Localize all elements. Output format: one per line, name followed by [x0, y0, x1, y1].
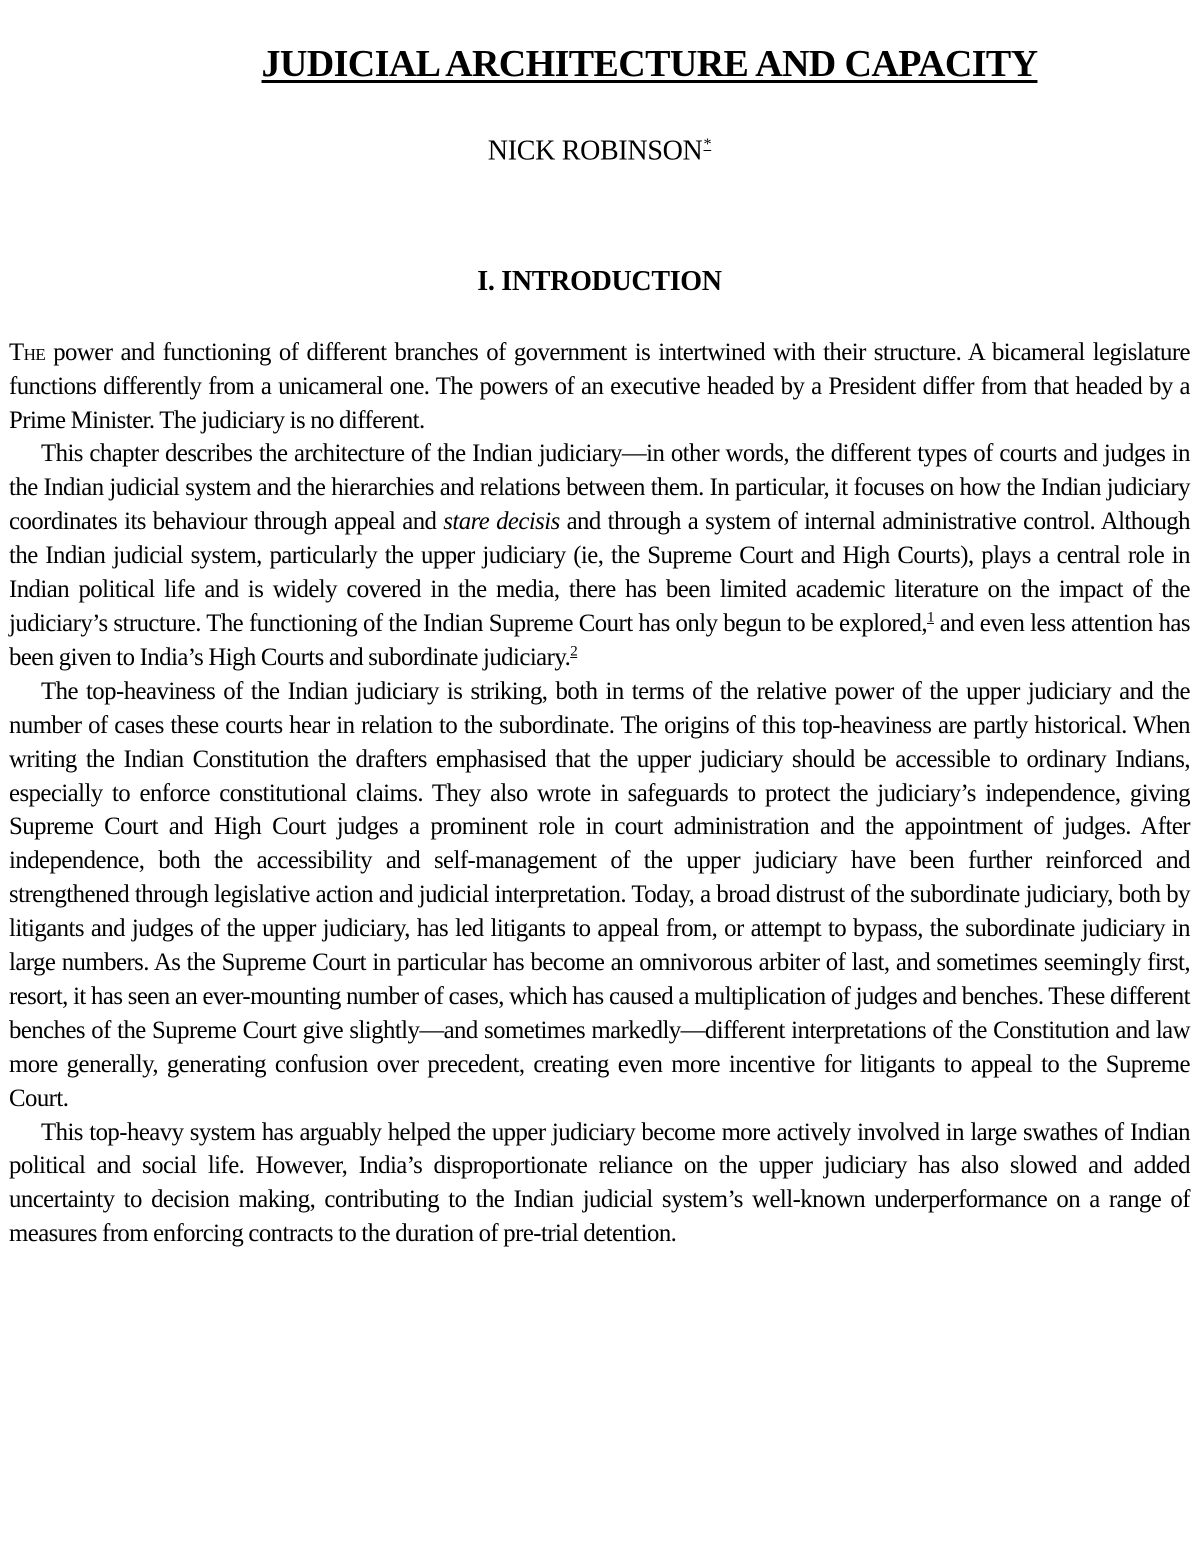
- section-title-rest: NTRODUCTION: [511, 265, 722, 297]
- footnote-ref-2[interactable]: 2: [570, 643, 578, 660]
- author-footnote-mark[interactable]: *: [703, 135, 712, 153]
- paragraph-2-text-a: This chapter describes the architecture of the Indian judiciary—in other words, the different types of courts and judges in the Indian judicial system and the hierarchies and relations between them. In particular, it focuses on how the Indian judiciary coordinates its behaviour through appeal and: [9, 440, 1190, 536]
- section-number: I.: [477, 265, 495, 297]
- paragraph-2-text-b: and through a system of internal administrative control. Although the Indian judicial system, particularly the upper judiciary (ie, the Supreme Court and High Courts), plays a central role in Indian political life and is widely covered in the media, there has been limited academic literature on the impact of the judiciary’s structure. The functioning of the Indian Supreme Court has only begun to be explored,: [9, 508, 1190, 637]
- section-title-first-letter: I: [501, 265, 512, 297]
- paragraph-4: This top-heavy system has arguably helped the upper judiciary become more actively involved in large swathes of Indian political and social life. However, India’s disproportionate reliance on the upper judiciary has also slowed and added uncertainty to decision making, contributing to the Indian judicial system’s well-known underperformance on a range of measures from enforcing contracts to the duration of pre-trial detention.: [9, 1118, 1190, 1248]
- paragraph-1: [9, 336, 1190, 438]
- paragraph-3: The top-heaviness of the Indian judiciary is striking, both in terms of the relative power of the upper judiciary and the number of cases these courts hear in relation to the subordinate. The origins of this top-heaviness are partly historical. When writing the Indian Constitution the drafters emphasised that the upper judiciary should be accessible to ordinary Indians, especially to enforce constitutional claims. They also wrote in safeguards to protect the judiciary’s independence, giving Supreme Court and High Court judges a prominent role in court administration and the appointment of judges. After independence, both the accessibility and self-management of the upper judiciary have been further reinforced and strengthened through legislative action and judicial interpretation. Today, a broad distrust of the subordinate judiciary, both by litigants and judges of the upper judiciary, has led litigants to appeal from, or attempt to bypass, the subordinate judiciary in large numbers. As the Supreme Court in particular has become an omnivorous arbiter of last, and sometimes seemingly first, resort, it has seen an ever-mounting number of cases, which has caused a multiplication of judges and benches. These different benches of the Supreme Court give slightly—and sometimes markedly—different interpretations of the Constitution and law more generally, generating confusion over precedent, creating even more incentive for litigants to appeal to the Supreme Court.: [9, 677, 1190, 1112]
- paragraph-2-italic-term: stare decisis: [443, 508, 560, 536]
- document-page: [9, 0, 1190, 1251]
- paragraph-1-text: power and functioning of different branches of government is intertwined with their structure. A bicameral legislature functions differently from a unicameral one. The powers of an executive headed by a President differ from that headed by a Prime Minister. The judiciary is no different.: [9, 338, 1190, 434]
- paragraph-1-lead: The: [9, 338, 46, 366]
- body-text: [9, 336, 1190, 1251]
- footnote-ref-1[interactable]: 1: [927, 609, 934, 626]
- paragraph-2: [9, 437, 1190, 674]
- section-heading: [9, 267, 1190, 298]
- paragraph-2-text-c: and even less attention has been given to India’s High Courts and subordinate judiciary.: [9, 609, 1190, 671]
- author-name: NICK ROBINSON: [487, 135, 703, 167]
- author-line: [9, 136, 1190, 167]
- chapter-title: JUDICIAL ARCHITECTURE AND CAPACITY: [261, 43, 1038, 85]
